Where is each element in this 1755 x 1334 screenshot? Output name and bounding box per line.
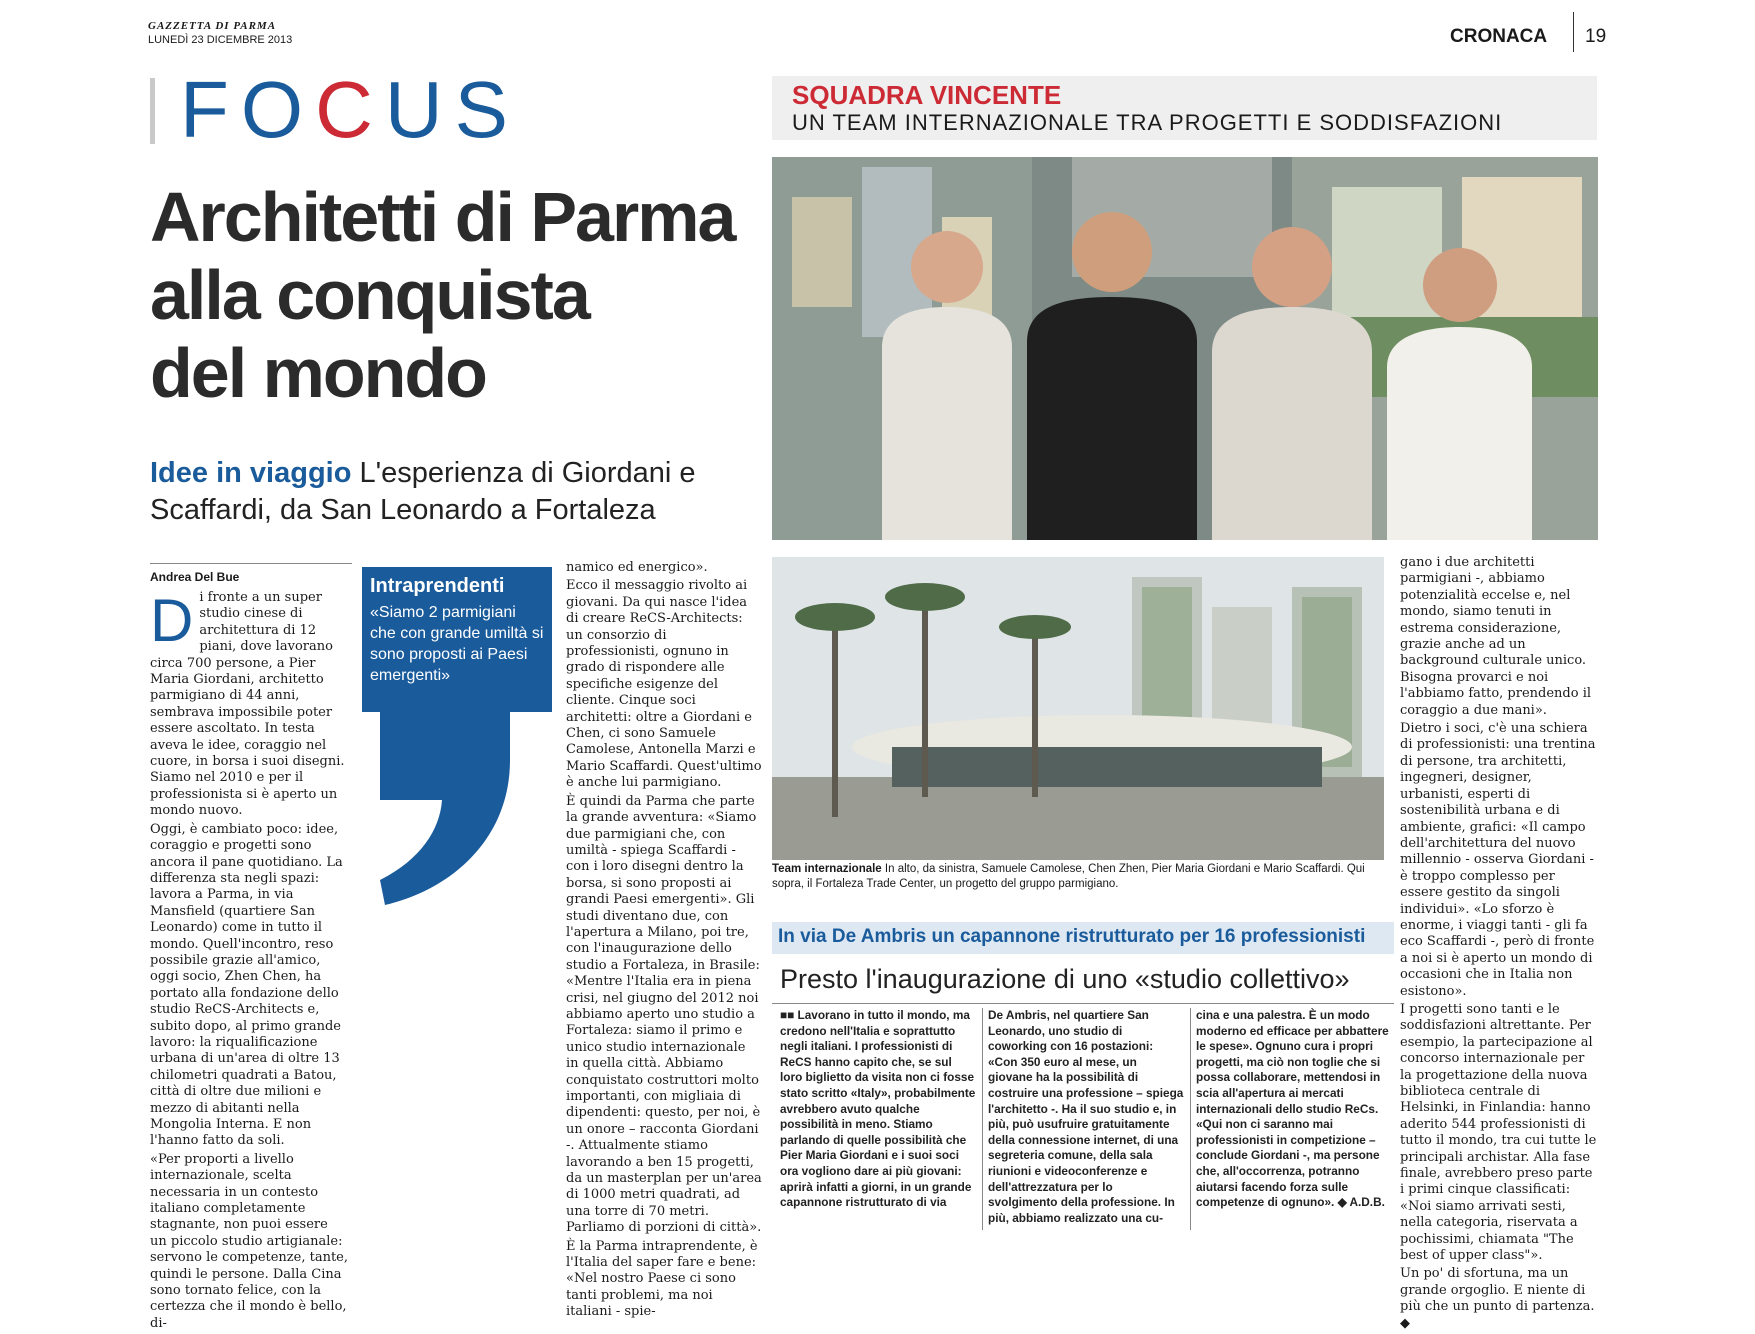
author: Andrea Del Bue — [150, 570, 240, 584]
issue-date: LUNEDÌ 23 DICEMBRE 2013 — [148, 34, 293, 46]
building-render — [772, 557, 1384, 860]
drop-cap: D — [150, 587, 194, 654]
focus-logo-part-a: FO — [180, 65, 316, 154]
paragraph: I progetti sono tanti e le soddisfazioni altrettante. Per esempio, la partecipazione al concorso internazionale per la progettazione della nuova biblioteca centrale di Helsinki, in Finlandia: hanno aderito 544 professionisti di tutto il mondo, tra cui tutte le principali archistar. Alla fase finale, avrebbero preso parte i primi cinque classificati: «Noi siamo arrivati sesti, nella categoria, riservata a pochissimi, chiamata "The best of upper class"». — [1400, 1001, 1597, 1264]
box-title: In via De Ambris un capannone ristrutturato per 16 professionisti — [772, 922, 1394, 954]
article-subhead — [150, 455, 770, 529]
banner-subtitle: UN TEAM INTERNAZIONALE TRA PROGETTI E SODDISFAZIONI — [792, 110, 1503, 135]
article-column-1 — [150, 587, 349, 1334]
box-rule — [772, 1003, 1394, 1004]
focus-bar — [150, 78, 155, 144]
banner-title: SQUADRA VINCENTE — [792, 80, 1062, 110]
box-divider — [982, 1008, 983, 1230]
paragraph: È quindi da Parma che parte la grande avventura: «Siamo due parmigiani che, con umiltà - spiega Scaffardi - con i loro disegni dentro la borsa, si sono proposti ai grandi Paesi emergenti». Gli studi diventano due, con l'apertura a Milano, poi tre, con l'inaugurazione dello studio a Fortaleza, in Brasile: «Mentre l'Italia era in piena crisi, nel giugno del 2012 noi abbiamo aperto uno studio a Fortaleza: siamo il primo e unico studio internazionale in quella città. Abbiamo conquistato costruttori molto importanti, con migliaia di dipendenti: questo, per noi, è un onore – racconta Giordani -. Attualmente stiamo lavorando a ben 15 progetti, da un masterplan per un'area di 1000 metri quadrati, ad una torre di 70 metri. Parliamo di porzioni di città». — [566, 793, 762, 1236]
caption-label: Team internazionale — [772, 863, 882, 875]
headline-line-3: del mondo — [150, 334, 486, 412]
author-rule — [150, 563, 352, 564]
masthead: GAZZETTA DI PARMA — [148, 20, 277, 32]
box-column-1: ■■ Lavorano in tutto il mondo, ma credono nell'Italia e soprattutto negli italiani. I professionisti di ReCS hanno capito che, se sul loro biglietto da visita non ci fosse stato scritto «Italy», probabilmente avrebbero avuto qualche possibilità in meno. Stiamo parlando di quelle possibilità che Pier Maria Giordani e i suoi soci ora vogliono dare ai più giovani: aprirà infatti a giorni, in un grande capannone ristrutturato di via — [780, 1008, 976, 1210]
pull-quote-title: Intraprendenti — [370, 575, 505, 597]
paragraph: È la Parma intraprendente, è l'Italia del saper fare e bene: «Nel nostro Paese ci sono tanti problemi, ma noi italiani - spie- — [566, 1238, 758, 1320]
team-photo — [772, 157, 1598, 540]
focus-logo-part-c: US — [384, 65, 521, 154]
page-number: 19 — [1585, 26, 1607, 47]
paragraph: «Per proporti a livello internazionale, scelta necessaria in un contesto italiano completamente stagnante, non puoi essere un piccolo studio artigianale: servono le competenze, tante, quindi le persone. Dalla Cina sono tornato felice, con la certezza che il mondo è bello, di- — [150, 1151, 349, 1331]
article-headline — [150, 178, 770, 412]
headline-line-1: Architetti di Parma — [150, 178, 735, 256]
headline-line-2: alla conquista — [150, 256, 589, 334]
article-column-3 — [1400, 555, 1598, 1334]
kicker: Idee in viaggio — [150, 457, 352, 489]
box-divider — [1190, 1008, 1191, 1230]
section-name: CRONACA — [1450, 26, 1548, 47]
building-render-image — [772, 557, 1384, 860]
box-column-2: De Ambris, nel quartiere San Leonardo, uno studio di coworking con 16 postazioni: «Con 350 euro al mese, un giovane ha la possibilità di costruire una professione – spiega l'architetto -. Ha il suo studio e, in più, può usufruire gratuitamente della connessione internet, di una segreteria comune, della sala riunioni e videoconferenze e dell'attrezzatura per lo svolgimento della professione. In più, abbiamo realizzato una cu- — [988, 1008, 1184, 1225]
team-photo-image — [772, 157, 1598, 540]
focus-logo-part-b: C — [315, 65, 385, 154]
paragraph: Oggi, è cambiato poco: idee, coraggio e progetti sono ancora il pane quotidiano. La differenza sta negli spazi: lavora a Parma, in via Mansfield (quartiere San Leonardo) come in tutto il mondo. Quell'incontro, reso possibile grazie all'amico, oggi socio, Zhen Chen, ha portato alla fondazione dello studio ReCS-Architects e, subito dopo, al primo grande lavoro: la riqualificazione urbana di un'area di oltre 13 chilometri quadrati a Batou, città di oltre due milioni e mezzo di abitanti nella Mongolia Interna. E non l'hanno fatto da soli. — [150, 821, 343, 1149]
article-column-2 — [566, 560, 762, 1323]
pull-quote — [362, 567, 552, 712]
paragraph: i fronte a un super studio cinese di architettura di 12 piani, dove lavorano circa 700 persone, a Pier Maria Giordani, architetto parmigiano di 44 anni, sembrava impossibile poter essere ascoltato. In testa aveva le idee, coraggio nel cuore, in borsa i suoi disegni. Siamo nel 2010 e per il professionista si è aperto un mondo nuovo. — [150, 590, 345, 819]
focus-logo — [180, 65, 521, 154]
paragraph: Ecco il messaggio rivolto ai giovani. Da qui nasce l'idea di creare ReCS-Architects: un consorzio di professionisti, ognuno in grado di rispondere alle specifiche esigenze del cliente. Cinque soci architetti: oltre a Giordani e Chen, ci sono Samuele Camolese, Antonella Marzi e Mario Scaffardi. Quest'ultimo è anche lui parmigiano. — [566, 578, 762, 791]
quote-comma-icon — [370, 700, 520, 910]
paragraph: Dietro i soci, c'è una schiera di professionisti: una trentina di persone, tra architetti, ingegneri, designer, urbanisti, esperti di sostenibilità urbana e di ambiente, grafici: «Il campo dell'architettura del nuovo millennio - osserva Giordani - è troppo complesso per essere gestito da singoli individui». «Lo sforzo è enorme, i viaggi tanti - gli fa eco Scaffardi -, però di fronte a noi si è aperto un mondo di occasioni che in Italia non esistono». — [1400, 721, 1596, 999]
paragraph: namico ed energico». — [566, 560, 708, 575]
paragraph: Un po' di sfortuna, ma un grande orgoglio. E niente di più che un punto di partenza. ◆ — [1400, 1266, 1595, 1331]
subhead-text: L'esperienza di Giordani e Scaffardi, da San Leonardo a Fortaleza — [150, 457, 696, 526]
photo-caption — [772, 862, 1384, 892]
header-divider — [1573, 12, 1574, 52]
box-column-3: cina e una palestra. È un modo moderno ed efficace per abbattere le spese». Ognuno cura i propri progetti, ma ciò non toglie che si possa collaborare, mettendosi in scia all'apertura ai mercati internazionali dello studio ReCs. «Qui non ci saranno mai professionisti in competizione – conclude Giordani -, ma persone che, all'occorrenza, potranno aiutarsi facendo forza sulle competenze di ognuno». ◆ A.D.B. — [1196, 1008, 1389, 1210]
paragraph: gano i due architetti parmigiani -, abbiamo potenzialità eccelse e, nel mondo, siamo tenuti in estrema considerazione, grazie anche ad un background culturale unico. Bisogna provarci e noi l'abbiamo fatto, prendendo il coraggio a due mani». — [1400, 555, 1592, 718]
box-subtitle: Presto l'inaugurazione di uno «studio collettivo» — [780, 964, 1350, 994]
caption-text: In alto, da sinistra, Samuele Camolese, Chen Zhen, Pier Maria Giordani e Mario Scaffardi. Qui sopra, il Fortaleza Trade Center, un progetto del gruppo parmigiano. — [772, 863, 1365, 890]
pull-quote-text: «Siamo 2 parmigiani che con grande umiltà si sono proposti ai Paesi emergenti» — [370, 604, 544, 684]
